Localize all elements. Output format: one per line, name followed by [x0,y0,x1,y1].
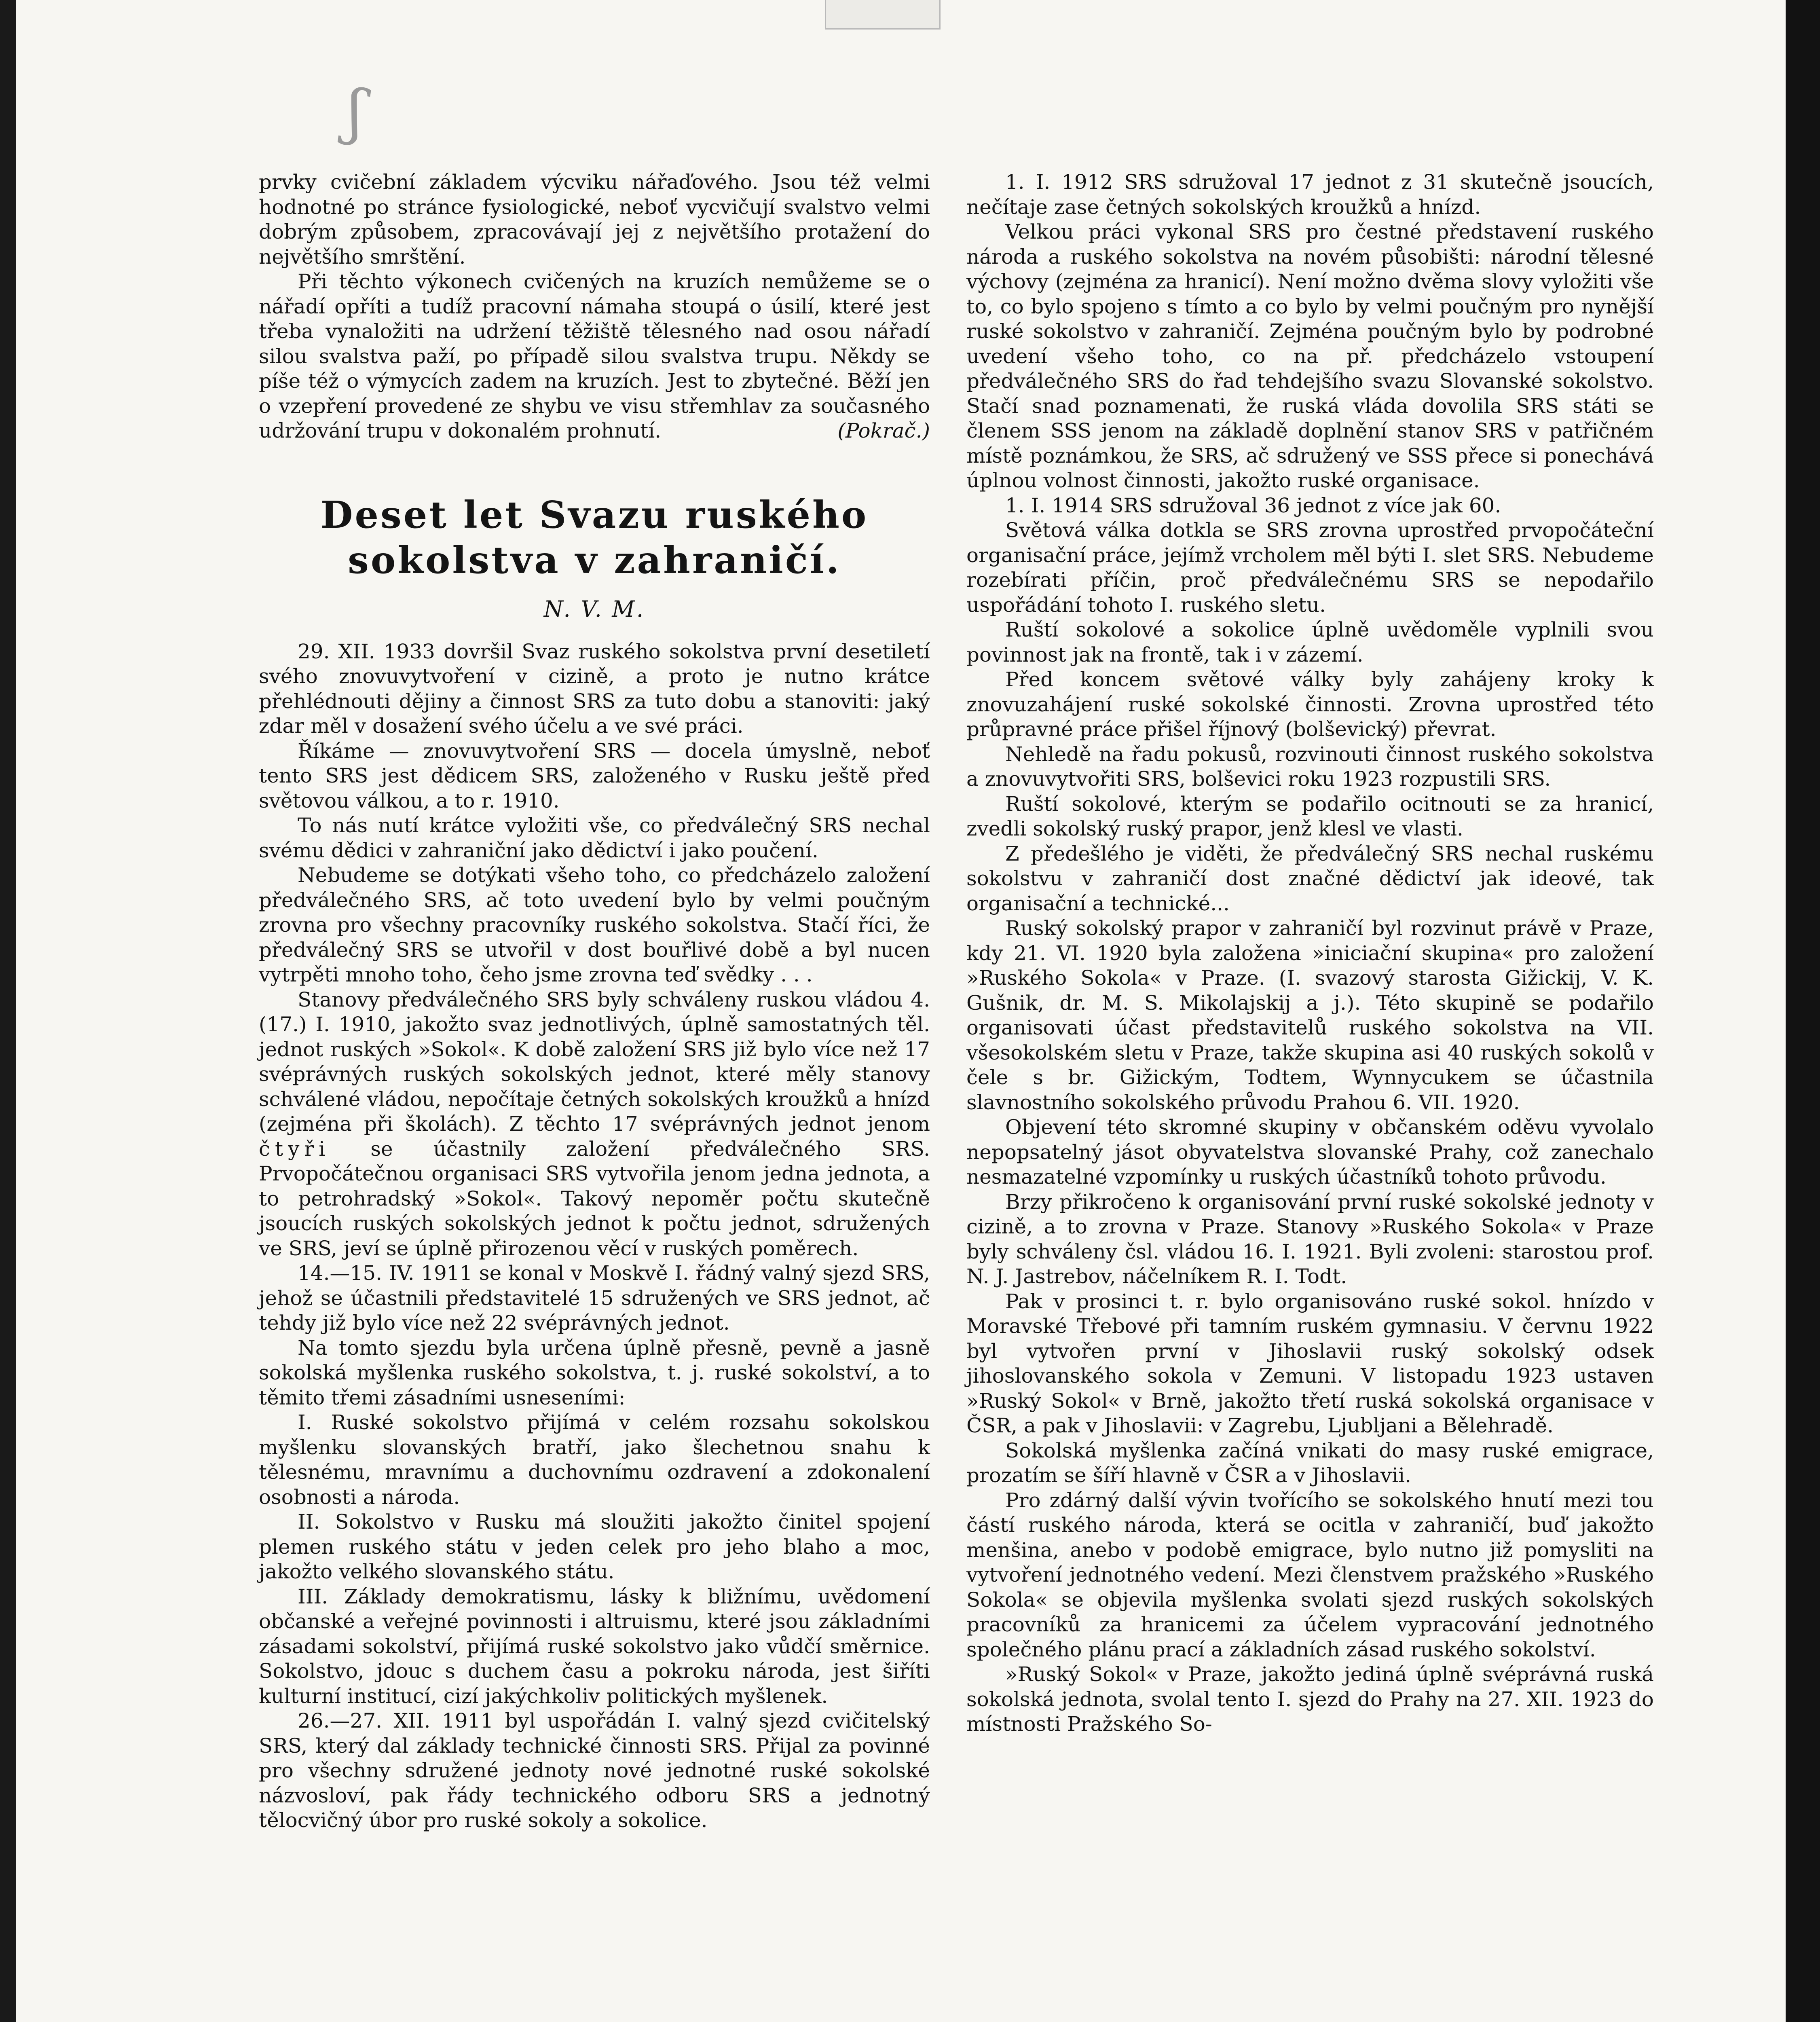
scan-border-left [0,0,16,2022]
continued-paragraph-text: Při těchto výkonech cvičených na kruzích nemůžeme se o nářadí opříti a tudíž pracovní námaha stoupá o úsilí, které jest třeba vynaložiti na udržení těžiště tělesného nad osou nářadí silou svalstva paží, po případě silou svalstva trupu. Někdy se píše též o výmycích zadem na kruzích. Jest to zbytečné. Běží jen o vzepření provedené ze shybu ve visu střemhlav za současného udržování trupu v dokonalém prohnutí. [259,270,930,442]
article-paragraph: III. Základy demokratismu, lásky k bližnímu, uvědomení občanské a veřejné povinnosti i altruismu, které jsou základními zásadami sokolství, přijímá ruské sokolstvo jako vůdčí směrnice. Sokolstvo, jdouc s duchem času a pokroku národa, jest šiříti kulturní institucí, cizí jakýchkoliv politických myšlenek. [259,1584,930,1708]
pencil-mark: ʃ [343,76,369,148]
left-column [259,170,930,1833]
spaced-emphasis: čtyři [259,1137,330,1161]
article-paragraph: Před koncem světové války byly zahájeny kroky k znovuzahájení ruské sokolské činnosti. Zrovna uprostřed této průpravné práce přišel říjnový (bolševický) převrat. [966,668,1654,741]
article-paragraph: Nehledě na řadu pokusů, rozvinouti činnost ruského sokolstva a znovuvytvořiti SRS, bolševici roku 1923 rozpustili SRS. [966,742,1654,791]
continued-note: (Pokrač.) [837,419,930,442]
article-paragraph: Z předešlého je viděti, že předválečný SRS nechal ruskému sokolstvu v zahraničí dost značné dědictví jak ideové, tak organisační a technické... [966,842,1654,915]
continued-paragraph: prvky cvičební základem výcviku nářaďového. Jsou též velmi hodnotné po stránce fysiologické, neboť vycvičují svalstvo velmi dobrým způsobem, zpracovávají jej z největšího protažení do největšího smrštění. [259,170,930,269]
scan-border-right [1786,0,1820,2022]
article-paragraph: Ruský sokolský prapor v zahraničí byl rozvinut právě v Praze, kdy 21. VI. 1920 byla založena »iniciační skupina« pro založení »Ruského Sokola« v Praze. (I. svazový starosta Gižickij, V. K. Gušnik, dr. M. S. Mikolajskij a j.). Této skupině se podařilo organisovati účast představitelů ruského sokolstva na VII. všesokolském sletu v Praze, takže skupina asi 40 ruských sokolů v čele s br. Gižickým, Todtem, Wynnycukem se účastnila slavnostního sokolského průvodu Prahou 6. VII. 1920. [966,916,1654,1114]
article-paragraph: Ruští sokolové a sokolice úplně uvědoměle vyplnili svou povinnost jak na frontě, tak i v zázemí. [966,618,1654,666]
article-paragraph: Pro zdárný další vývin tvořícího se sokolského hnutí mezi tou částí ruského národa, která se ocitla v zahraničí, buď jakožto menšina, anebo v podobě emigrace, bylo nutno již pomysliti na vytvoření jednotného vedení. Mezi členstvem pražského »Ruského Sokola« se objevila myšlenka svolati sjezd ruských sokolských pracovníků za hranicemi za účelem vypracování jednotného společného plánu prací a základních zásad ruského sokolství. [966,1488,1654,1661]
article-paragraph: 26.—27. XII. 1911 byl uspořádán I. valný sjezd cvičitelský SRS, který dal základy technické činnosti SRS. Přijal za povinné pro všechny sdružené jednoty nové jednotné ruské sokolské názvosloví, pak řády technického odboru SRS a jednotný tělocvičný úbor pro ruské sokoly a sokolice. [259,1709,930,1832]
article-title-line: sokolstva v zahraničí. [348,538,841,582]
continued-paragraph [259,269,930,444]
article-paragraph: Říkáme — znovuvytvoření SRS — docela úmyslně, neboť tento SRS jest dědicem SRS, založeného v Rusku ještě před světovou válkou, a to r. 1910. [259,739,930,812]
article-paragraph: To nás nutí krátce vyložiti vše, co předválečný SRS nechal svému dědici v zahraniční jako dědictví i jako poučení. [259,814,930,862]
article-paragraph [259,988,930,1261]
article-paragraph: 1. I. 1914 SRS sdružoval 36 jednot z více jak 60. [1005,493,1501,517]
article-paragraph: Nebudeme se dotýkati všeho toho, co předcházelo založení předválečného SRS, ač toto uvedení bylo by velmi poučným zrovna pro všechny pracovníky ruského sokolstva. Stačí říci, že předválečný SRS se utvořil v dost bouřlivé době a byl nucen vytrpěti mnoho toho, čeho jsme zrovna teď svědky . . . [259,863,930,986]
article-paragraph-text: Stanovy předválečného SRS byly schváleny ruskou vládou 4. (17.) I. 1910, jakožto svaz jednotlivých, úplně samostatných těl. jednot ruských »Sokol«. K době založení SRS již bylo více než 17 svéprávných ruských sokolských jednot, které měly stanovy schválené vládou, nepočítaje četných sokolských kroužků a hnízd (zejména při školách). Z těchto 17 svéprávných jednot jenom [259,988,930,1136]
article-paragraph: Pak v prosinci t. r. bylo organisováno ruské sokol. hnízdo v Moravské Třebové při tamním ruském gymnasiu. V červnu 1922 byl vytvořen první v Jihoslavii ruský sokolský odsek jihoslovanského sokola v Zemuni. V listopadu 1923 ustaven »Ruský Sokol« v Brně, jakožto třetí ruská sokolská organisace v ČSR, a pak v Jihoslavii: v Zagrebu, Ljubljani a Bělehradě. [966,1289,1654,1437]
article-paragraph: 1. I. 1912 SRS sdružoval 17 jednot z 31 skutečně jsoucích, nečítaje zase četných sokolských kroužků a hnízd. [966,170,1654,219]
article-title [259,492,930,583]
article-paragraph: 14.—15. IV. 1911 se konal v Moskvě I. řádný valný sjezd SRS, jehož se účastnili představitelé 15 sdružených ve SRS jednot, ač tehdy již bylo více než 22 svéprávných jednot. [259,1261,930,1335]
article-paragraph: Na tomto sjezdu byla určena úplně přesně, pevně a jasně sokolská myšlenka ruského sokolstva, t. j. ruské sokolství, a to těmito třemi zásadními usneseními: [259,1336,930,1409]
article-paragraph: II. Sokolstvo v Rusku má sloužiti jakožto činitel spojení plemen ruského státu v jeden celek pro jeho blaho a moc, jakožto velkého slovanského státu. [259,1510,930,1583]
right-column [966,170,1654,1737]
article-paragraph: Objevení této skromné skupiny v občanském oděvu vyvolalo nepopsatelný jásot obyvatelstva slovanské Prahy, což zanechalo nesmazatelné vzpomínky u ruských účastníků tohoto průvodu. [966,1115,1654,1189]
scan-tab-mark [825,0,941,30]
article-paragraph-text: se účastnily založení předválečného SRS. Prvopočátečnou organisaci SRS vytvořila jenom jedna jednota, a to petrohradský »Sokol«. Takový nepoměr počtu skutečně jsoucích ruských sokolských jednot k počtu jednot, sdružených ve SRS, jeví se úplně přirozenou věcí v ruských poměrech. [259,1137,930,1260]
article-title-line: Deset let Svazu ruského [320,493,869,537]
article-author: N. V. M. [543,596,645,622]
article-paragraph: Sokolská myšlenka začíná vnikati do masy ruské emigrace, prozatím se šíří hlavně v ČSR a v Jihoslavii. [966,1438,1654,1487]
article-paragraph: 29. XII. 1933 dovršil Svaz ruského sokolstva první desetiletí svého znovuvytvoření v cizině, a proto je nutno krátce přehlédnouti dějiny a činnost SRS za tuto dobu a stanoviti: jaký zdar měl v dosažení svého účelu a ve své práci. [259,639,930,738]
article-paragraph: Světová válka dotkla se SRS zrovna uprostřed prvopočáteční organisační práce, jejímž vrcholem měl býti I. slet SRS. Nebudeme rozebírati příčin, proč předválečnému SRS se nepodařilo uspořádání tohoto I. ruského sletu. [966,518,1654,617]
article-paragraph: »Ruský Sokol« v Praze, jakožto jediná úplně svéprávná ruská sokolská jednota, svolal tento I. sjezd do Prahy na 27. XII. 1923 do místnosti Pražského So- [966,1662,1654,1736]
article-paragraph: Ruští sokolové, kterým se podařilo ocitnouti se za hranicí, zvedli sokolský ruský prapor, jenž klesl ve vlasti. [966,792,1654,840]
article-paragraph: I. Ruské sokolstvo přijímá v celém rozsahu sokolskou myšlenku slovanských bratří, jako šlechetnou snahu k tělesnému, mravnímu a duchovnímu ozdravení a zdokonalení osobnosti a národa. [259,1411,930,1509]
article-paragraph: Brzy přikročeno k organisování první ruské sokolské jednoty v cizině, a to zrovna v Praze. Stanovy »Ruského Sokola« v Praze byly schváleny čsl. vládou 16. I. 1921. Byli zvoleni: starostou prof. N. J. Jastrebov, náčelníkem R. I. Todt. [966,1190,1654,1288]
article-paragraph: Velkou práci vykonal SRS pro čestné představení ruského národa a ruského sokolstva na novém působišti: národní tělesné výchovy (zejména za hranicí). Není možno dvěma slovy vyložiti vše to, co bylo spojeno s tímto a co bylo by velmi poučným pro nynější ruské sokolstvo v zahraničí. Zejména poučným bylo by podrobné uvedení všeho toho, co na př. předcházelo vstoupení předválečného SRS do řad tehdejšího svazu Slovanské sokolstvo. Stačí snad poznamenati, že ruská vláda dovolila SRS státi se členem SSS jenom na základě doplnění stanov SRS v patřičném místě poznámkou, že SRS, ač sdružený ve SSS přece si ponechává úplnou volnost činnosti, jakožto ruské organisace. [966,220,1654,492]
